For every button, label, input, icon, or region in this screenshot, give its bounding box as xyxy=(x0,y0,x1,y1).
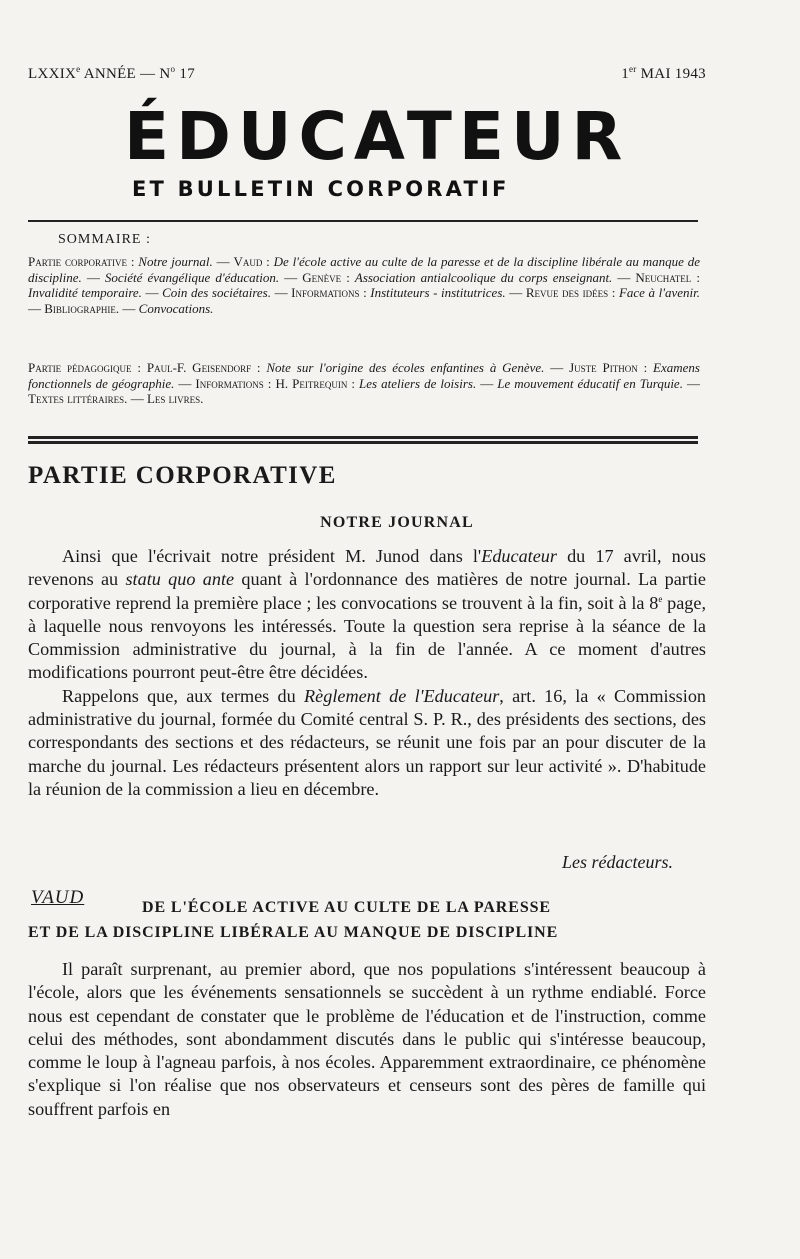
masthead-subtitle: ET BULLETIN CORPORATIF xyxy=(132,177,510,201)
vaud-section-label: VAUD xyxy=(31,887,85,908)
section-double-rule xyxy=(28,436,698,446)
masthead-title: ÉDUCATEUR xyxy=(124,98,630,175)
issue-number: LXXIXe ANNÉE — $N^o$ 17 xyxy=(28,64,196,82)
vaud-paragraph: Il paraît surprenant, au premier abord, que nos populations s'intéressent beaucoup à l'école, alors que les événements sensationnels se succèdent à un rythme endiablé. Force nous est cependant de constater que le problème de l'éducation et de l'instruction, comme celui des méthodes, sont abondamment discutés dans le public qui s'intéresse beaucoup, comme le loup à l'agneau parfois, à nos écoles. Apparemment extraordinaire, ce phénomène s'explique si l'on réalise que nos observateurs et censeurs sont des pères de famille qui souffrent parfois en xyxy=(28,959,706,1119)
vaud-title-line1: DE L'ÉCOLE ACTIVE AU CULTE DE LA PARESSE xyxy=(142,899,551,916)
vaud-article-body xyxy=(28,958,706,1121)
issue-header xyxy=(28,66,706,83)
section-title: PARTIE CORPORATIVE xyxy=(28,462,337,489)
article-body xyxy=(28,545,706,801)
masthead-rule xyxy=(28,220,698,222)
article-signature: Les rédacteurs. xyxy=(562,852,673,872)
vaud-title-line2: ET DE LA DISCIPLINE LIBÉRALE AU MANQUE DE DISCIPLINE xyxy=(28,924,559,941)
issue-date: 1er MAI 1943 xyxy=(621,64,706,82)
summary-heading: SOMMAIRE : xyxy=(58,232,151,247)
article-title: NOTRE JOURNAL xyxy=(320,514,474,531)
summary-paragraph-pedagogique: Partie pédagogique : Paul-F. Geisendorf : Note sur l'origine des écoles enfantines à Genève. — Juste Pithon : Examens fonctionnels de géographie. — Informations : H. Peitrequin : Les ateliers de loisirs. — Le mouvement éducatif en Turquie. — Textes littéraires. — Les livres. xyxy=(28,360,700,407)
article-paragraph: Rappelons que, aux termes du Règlement de l'Educateur, art. 16, la « Commission administrative du journal, formée du Comité central S. P. R., des présidents des sections, des correspondants des sections et des rédacteurs, se réunit une fois par an pour discuter de la marche du journal. Les rédacteurs présentent alors un rapport sur leur activité ». D'habitude la réunion de la commission a lieu en décembre. xyxy=(28,685,707,799)
article-paragraph: Ainsi que l'écrivait notre président M. Junod dans l'Educateur du 17 avril, nous revenons au statu quo ante quant à l'ordonnance des matières de notre journal. La partie corporative reprend la première place ; les convocations se trouvent à la fin, soit à la 8e page, à laquelle nous renvoyons les intéressés. Toute la question sera reprise à la séance de la Commission administrative du journal, à la fin de l'année. A ce moment d'autres modifications pourront peut-être être décidées. xyxy=(28,546,706,683)
summary-paragraph-corporative: Partie corporative : Notre journal. — Vaud : De l'école active au culte de la paresse et de la discipline libérale au manque de discipline. — Société évangélique d'éducation. — Genève : Association antialcoolique du corps enseignant. — Neuchatel : Invalidité temporaire. — Coin des sociétaires. — Informations : Instituteurs - institutrices. — Revue des idées : Face à l'avenir. — Bibliographie. — Convocations. xyxy=(28,254,700,316)
